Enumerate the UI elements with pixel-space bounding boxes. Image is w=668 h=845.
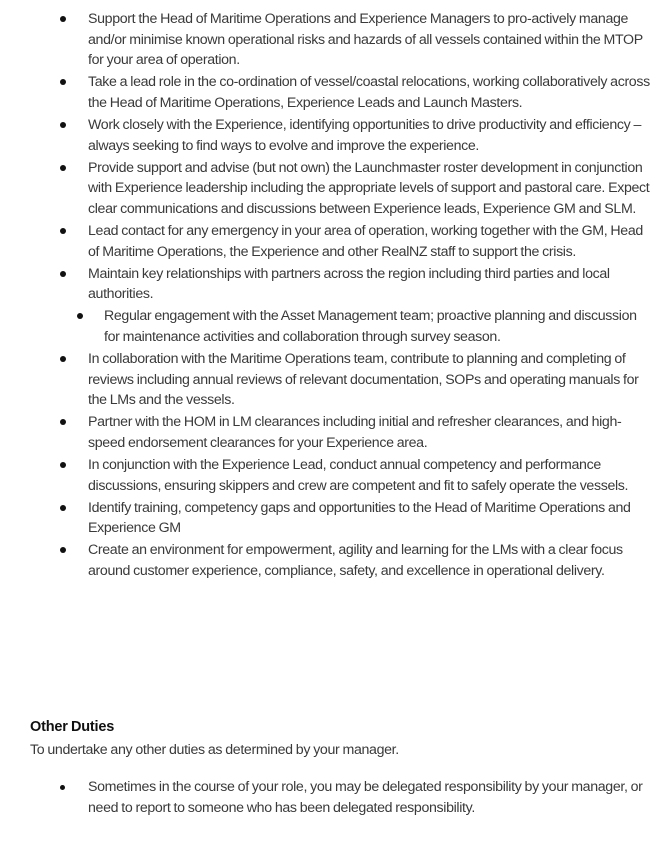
list-item: [0, 9, 668, 71]
list-item: [0, 455, 668, 496]
section-heading: Other Duties: [30, 719, 115, 735]
list-item: [0, 72, 668, 113]
list-item-text: Sometimes in the course of your role, you may be delegated responsibility by your manager, or need to report to someone who has been delegated responsibility.: [88, 779, 643, 816]
bullet-icon: [60, 462, 66, 468]
list-item-text: Maintain key relationships with partners across the region including third parties and local authorities.: [88, 265, 610, 303]
list-item-text: Support the Head of Maritime Operations and Experience Managers to pro-actively manage and/or minimise known operational risks and hazards of all vessels contained within the MTOP for your area of operation.: [88, 11, 643, 69]
duties-list: [0, 9, 668, 583]
list-item: [0, 115, 668, 156]
list-item-text: Regular engagement with the Asset Management team; proactive planning and discussion for maintenance activities and collaboration through survey season.: [104, 308, 637, 345]
list-item: [0, 498, 668, 539]
list-item-text: In collaboration with the Maritime Operations team, contribute to planning and completing of reviews including annual reviews of relevant documentation, SOPs and operating manuals for the LMs and the vessels.: [88, 351, 639, 409]
list-item-text: Take a lead role in the co-ordination of vessel/coastal relocations, working collaboratively across the Head of Maritime Operations, Experience Leads and Launch Masters.: [88, 74, 650, 111]
bullet-icon: [60, 505, 66, 511]
bullet-icon: [60, 16, 66, 22]
bullet-icon: [60, 271, 66, 277]
list-item-text: Provide support and advise (but not own) the Launchmaster roster development in conjunction with Experience leadership including the appropriate levels of support and pastoral care. Expect clear communications and discussions between Experience leads, Experience GM and SLM.: [88, 159, 650, 217]
list-item: [0, 777, 668, 818]
section-paragraph: To undertake any other duties as determined by your manager.: [30, 742, 399, 758]
list-item-text: Partner with the HOM in LM clearances including initial and refresher clearances, and high-speed endorsement clearances for your Experience area.: [88, 414, 622, 451]
sub-list-item: [0, 306, 668, 347]
list-item: [0, 158, 668, 220]
list-item-text: Work closely with the Experience, identifying opportunities to drive productivity and efficiency – always seeking to find ways to evolve and improve the experience.: [88, 116, 641, 154]
bullet-icon: [60, 122, 66, 128]
list-item: [0, 264, 668, 305]
list-item-text: Create an environment for empowerment, agility and learning for the LMs with a clear focus around customer experience, compliance, safety, and excellence in operational delivery.: [88, 542, 623, 579]
list-item: [0, 349, 668, 411]
list-item-text: In conjunction with the Experience Lead, conduct annual competency and performance discussions, ensuring skippers and crew are competent and fit to safely operate the vessels.: [88, 456, 629, 494]
bullet-icon: [60, 79, 66, 85]
bullet-icon: [60, 785, 65, 790]
bullet-icon: [60, 547, 66, 553]
bullet-icon: [60, 228, 66, 234]
list-item: [0, 540, 668, 581]
bullet-icon: [60, 419, 66, 425]
other-duties-list: [0, 777, 668, 820]
list-item: [0, 412, 668, 453]
list-item-text: Lead contact for any emergency in your area of operation, working together with the GM, Head of Maritime Operations, the Experience and other RealNZ staff to support the crisis.: [88, 222, 643, 260]
list-item: [0, 221, 668, 262]
bullet-icon: [60, 165, 66, 171]
bullet-icon: [60, 356, 66, 362]
bullet-icon: [77, 313, 83, 319]
list-item-text: Identify training, competency gaps and opportunities to the Head of Maritime Operations and Experience GM: [88, 499, 631, 537]
